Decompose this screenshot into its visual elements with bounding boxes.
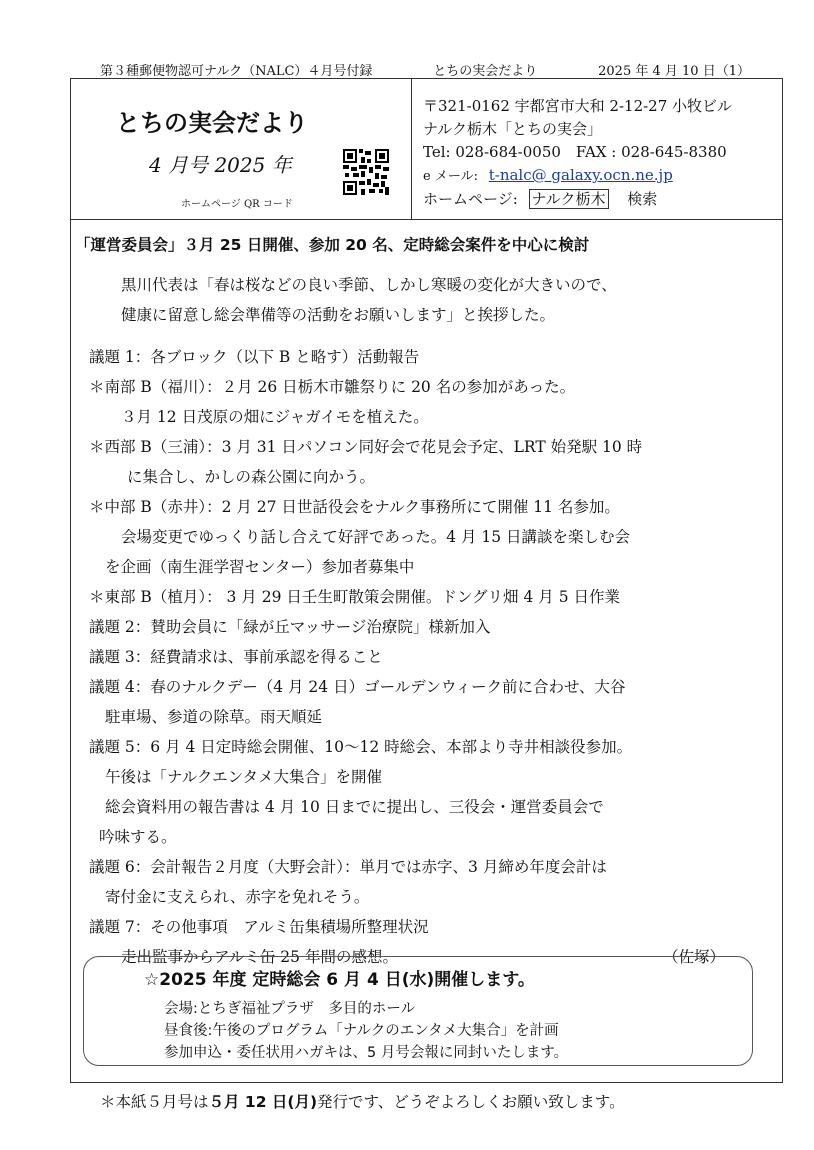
notice-line: 参加申込・委任状用ハガキは、5 月号会報に同封いたします。 xyxy=(164,1045,569,1061)
agenda-item: 議題 2：賛助会員に「緑が丘マッサージ治療院」様新加入 xyxy=(89,618,491,636)
agenda-item: 寄付金に支えられ、赤字を免れそう。 xyxy=(105,888,370,906)
agenda-item: 議題 5：6 月 4 日定時総会開催、10〜12 時総会、本部より寺井相談役参加。 xyxy=(89,738,633,756)
agenda-item: 議題 6：会計報告２月度（大野会計）：単月では赤字、3 月締め年度会計は xyxy=(89,858,607,876)
agenda-item: 走出監事からアルミ缶 25 年間の感想。 xyxy=(121,948,398,966)
agenda-item: 議題 4：春のナルクデー（4 月 24 日）ゴールデンウィーク前に合わせ、大谷 xyxy=(89,678,626,696)
general-meeting-notice xyxy=(83,956,753,1066)
qr-code-label: ホームページ QR コード xyxy=(181,199,293,210)
contact-info xyxy=(423,95,732,211)
paragraph-line: 健康に留意し総会準備等の活動をお願いします」と挨拶した。 xyxy=(121,306,556,324)
newsletter-title: とちの実会だより xyxy=(116,109,308,137)
agenda-item: に集合し、かしの森公園に向かう。 xyxy=(127,468,376,486)
address: 〒321-0162 宇都宮市大和 2-12-27 小牧ビル xyxy=(423,97,733,115)
agenda-item: 議題 7：その他事項 アルミ缶集積場所整理状況 xyxy=(89,918,429,936)
agenda-item: 議題 3：経費請求は、事前承認を得ること xyxy=(89,648,383,666)
agenda-item: 議題 1：各ブロック（以下 B と略す）活動報告 xyxy=(89,348,420,366)
masthead xyxy=(71,79,782,220)
newsletter-frame xyxy=(70,78,783,1083)
email-row xyxy=(423,164,732,188)
agenda-item: 会場変更でゆっくり話し合えて好評であった。4 月 15 日講談を楽しむ会 xyxy=(121,528,631,546)
tel-fax: Tel: 028-684-0050 FAX : 028-645-8380 xyxy=(423,143,727,161)
org-name: ナルク栃木「とちの実会」 xyxy=(423,120,602,138)
agenda-item: を企画（南生涯学習センター）参加者募集中 xyxy=(105,558,415,576)
footer-prefix: ＊本紙５月号は xyxy=(100,1093,209,1111)
top-line xyxy=(100,60,750,79)
homepage-row xyxy=(423,188,732,211)
top-line-center: とちの実会だより xyxy=(433,64,538,79)
notice-line: 会場:とちぎ福祉プラザ 多目的ホール xyxy=(164,1001,416,1017)
notice-title: ☆2025 年度 定時総会 6 月 4 日(水)開催します。 xyxy=(144,970,535,990)
article-headline: 「運営委員会」３月 25 日開催、参加 20 名、定時総会案件を中心に検討 xyxy=(75,236,590,254)
search-label: 検索 xyxy=(627,190,658,208)
qr-code-icon[interactable] xyxy=(343,149,389,195)
email-link[interactable]: t-nalc@ galaxy.ocn.ne.jp xyxy=(488,166,673,184)
footer-note xyxy=(100,1090,625,1112)
agenda-item: ＊南部 B（福川）：２月 26 日栃木市雛祭りに 20 名の参加があった。 xyxy=(89,378,576,396)
masthead-left xyxy=(71,79,412,219)
paragraph-line: 黒川代表は「春は桜などの良い季節、しかし寒暖の変化が大きいので、 xyxy=(121,276,617,294)
top-line-right: 2025 年 4 月 10 日（1） xyxy=(598,64,750,79)
agenda-item: ＊西部 B（三浦）：3 月 31 日パソコン同好会で花見会予定、LRT 始発駅 10 時 xyxy=(89,438,643,456)
notice-line: 昼食後:午後のプログラム「ナルクのエンタメ大集合」を計画 xyxy=(164,1023,559,1039)
email-label: e メール: xyxy=(423,169,478,184)
top-line-left: 第３種郵便物認可ナルク（NALC）４月号付録 xyxy=(100,64,373,79)
author-signature: （佐塚） xyxy=(663,948,726,966)
agenda-item: ＊東部 B（植月）： 3 月 29 日壬生町散策会開催。ドングリ畑 4 月 5 日作業 xyxy=(89,588,620,606)
agenda-item: ＊中部 B（赤井）：2 月 27 日世話役会をナルク事務所にて開催 11 名参加。 xyxy=(89,498,620,516)
footer-suffix: 発行です、どうぞよろしくお願い致します。 xyxy=(317,1093,625,1111)
agenda-item: 午後は「ナルクエンタメ大集合」を開催 xyxy=(105,768,382,786)
footer-date: ５月 12 日(月) xyxy=(208,1093,318,1111)
agenda-item: 総会資料用の報告書は 4 月 10 日までに提出し、三役会・運営委員会で xyxy=(105,798,604,816)
issue-label: 4 月号 2025 年 xyxy=(149,153,292,177)
agenda-item: 駐車場、参道の除草。雨天順延 xyxy=(105,708,323,726)
homepage-search-box[interactable]: ナルク栃木 xyxy=(529,189,609,209)
homepage-label: ホームページ: xyxy=(423,190,518,208)
agenda-item: 吟味する。 xyxy=(99,828,177,846)
agenda-item: ３月 12 日茂原の畑にジャガイモを植えた。 xyxy=(121,408,429,426)
